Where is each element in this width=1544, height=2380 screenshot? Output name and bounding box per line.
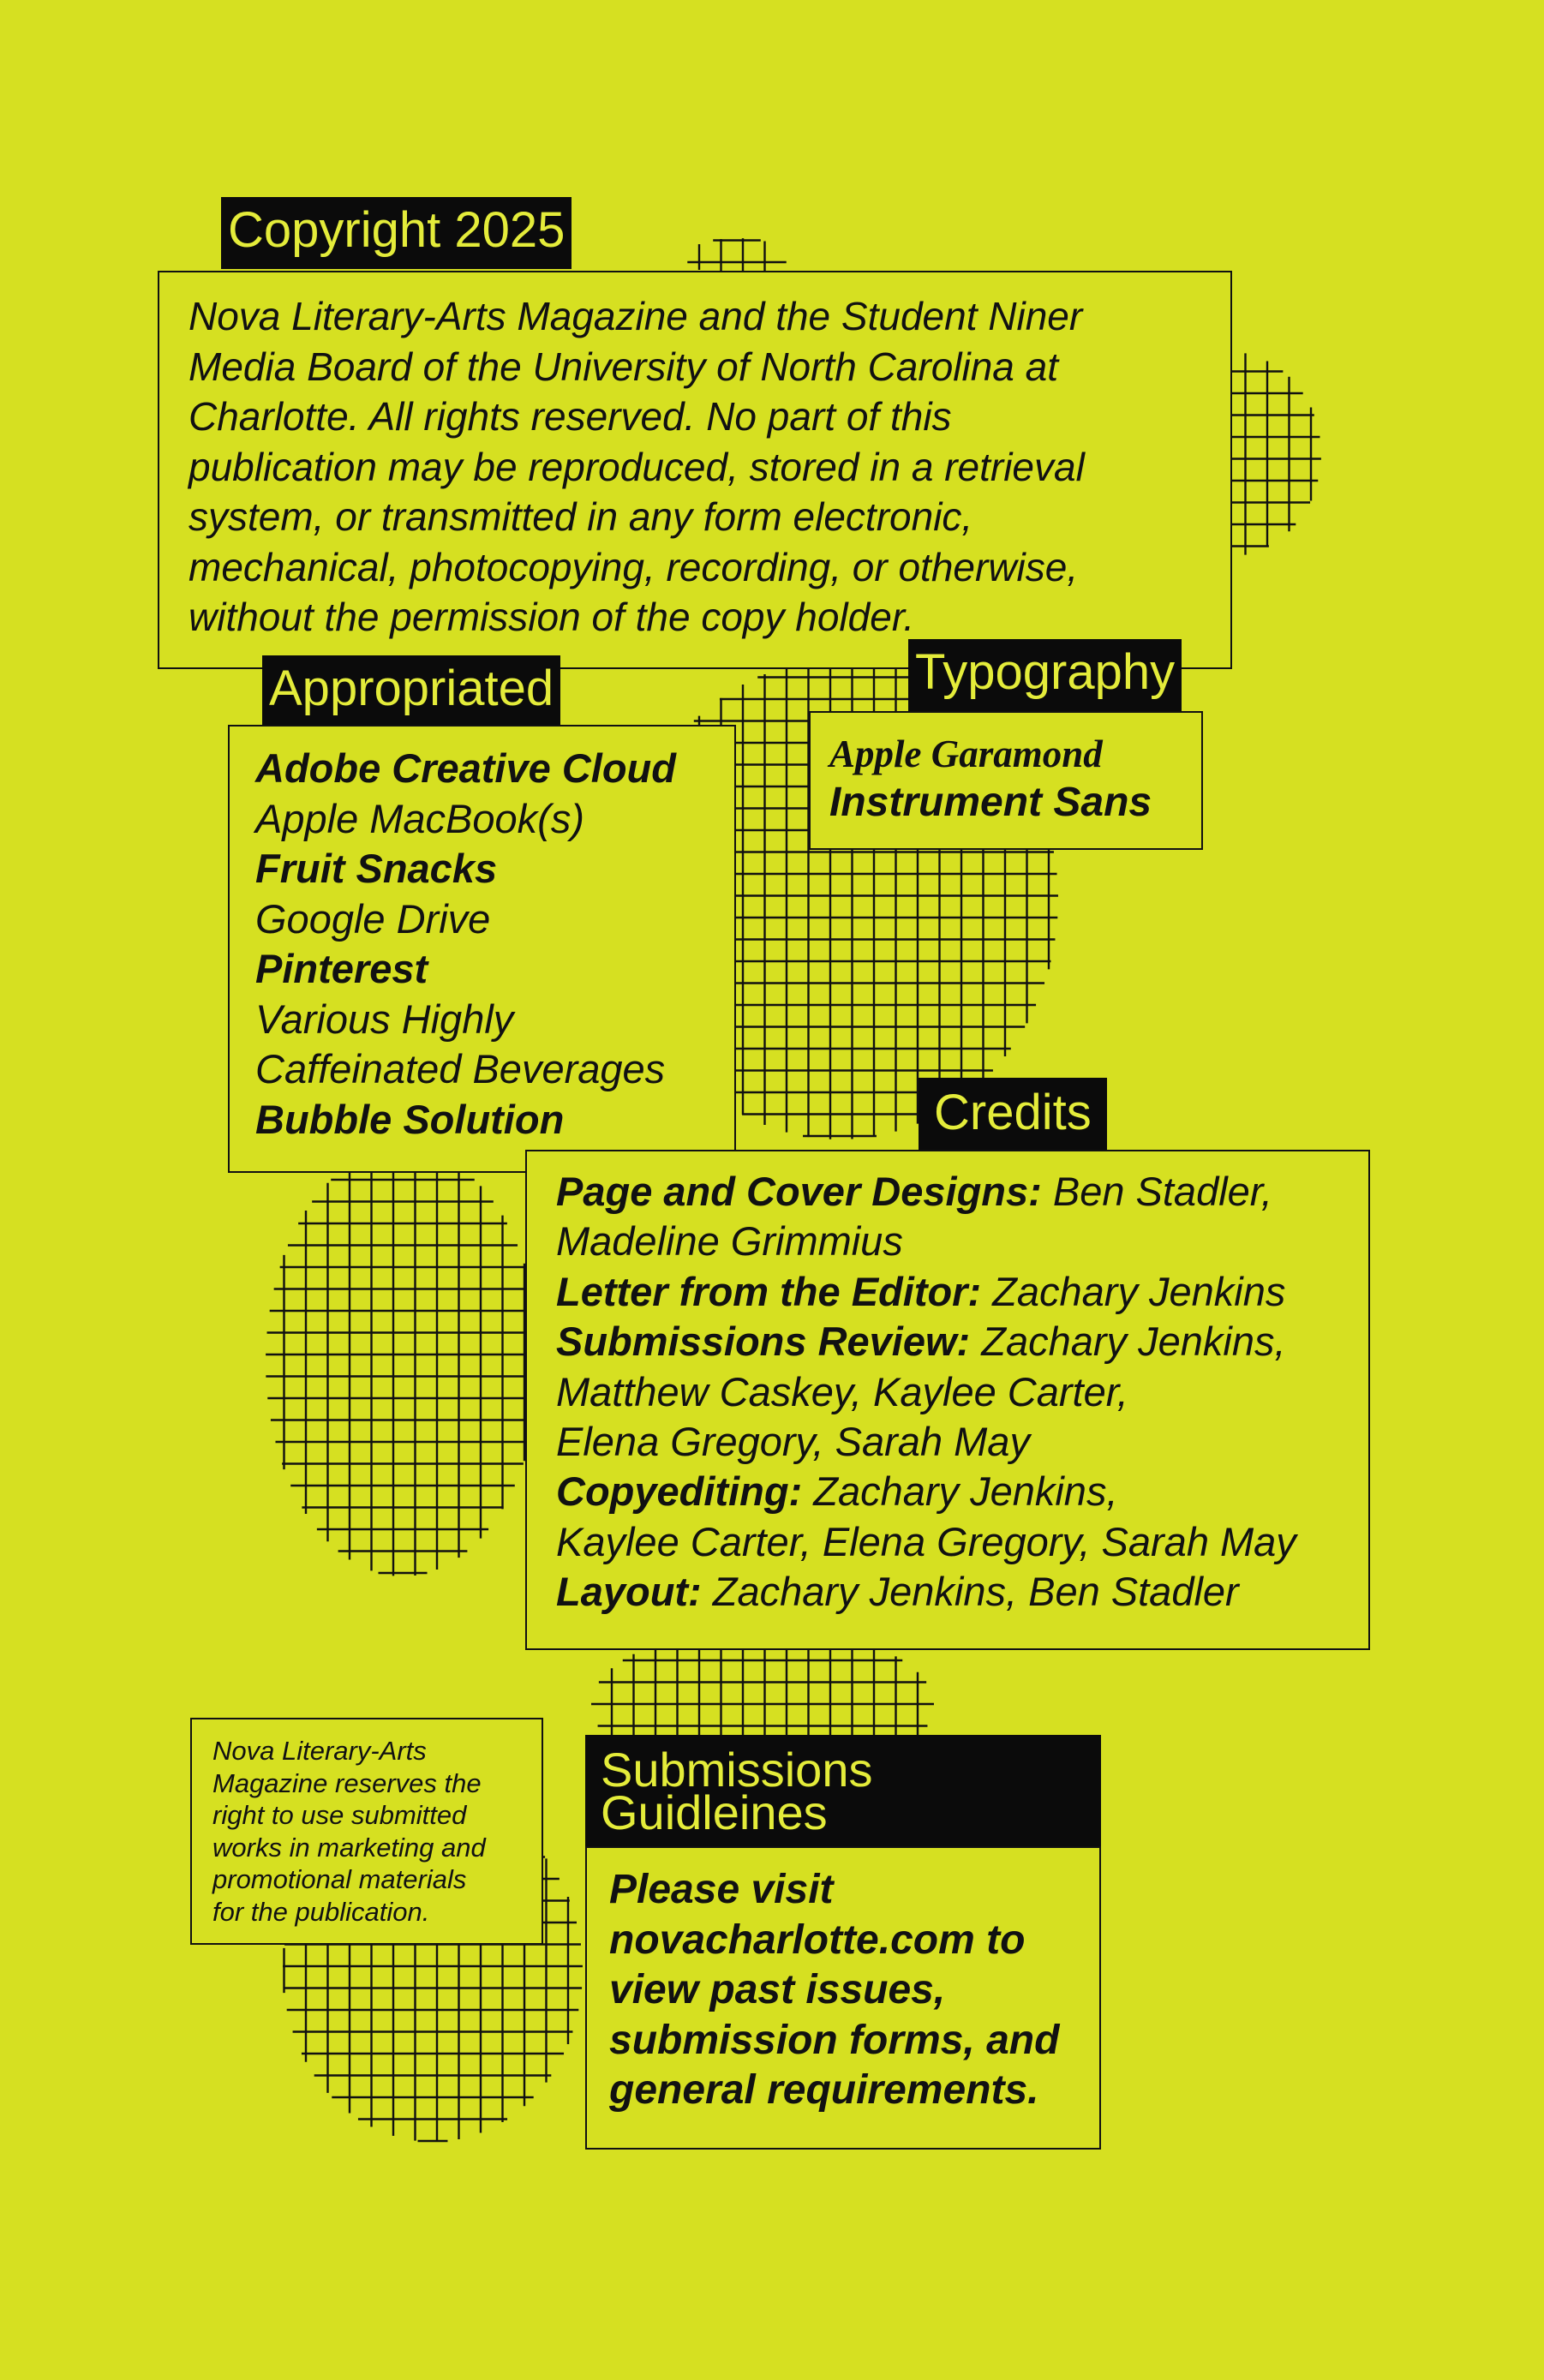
credits-line xyxy=(556,1467,1368,1516)
credits-line xyxy=(556,1517,1368,1567)
appropriated-box xyxy=(228,725,736,1173)
copyright-line: system, or transmitted in any form electronic, xyxy=(189,494,973,539)
credits-names: Zachary Jenkins xyxy=(981,1268,1286,1314)
submissions-line: Please visit xyxy=(609,1867,834,1912)
appropriated-item: Fruit Snacks xyxy=(255,846,498,891)
submissions-text xyxy=(609,1865,1099,2116)
credits-line xyxy=(556,1267,1368,1317)
typography-box xyxy=(809,711,1203,850)
submissions-heading xyxy=(585,1735,1101,1848)
submissions-heading-line-1: Submissions xyxy=(601,1743,873,1797)
appropriated-item: Various Highly xyxy=(255,996,514,1042)
copyright-box xyxy=(158,271,1232,669)
credits-role: Letter from the Editor: xyxy=(556,1268,982,1314)
typography-font-serif: Apple Garamond xyxy=(829,733,1103,775)
credits-role: Submissions Review: xyxy=(556,1319,971,1365)
submissions-heading-line-2: Guidleines xyxy=(601,1785,828,1839)
appropriated-item: Adobe Creative Cloud xyxy=(255,745,676,791)
appropriated-item: Caffeinated Beverages xyxy=(255,1046,666,1091)
submissions-box xyxy=(585,1846,1101,2150)
submissions-line: submission forms, and xyxy=(609,2017,1060,2063)
rights-note-line: Nova Literary-Arts xyxy=(212,1736,427,1766)
credits-line xyxy=(556,1367,1368,1417)
submissions-line: view past issues, xyxy=(609,1967,946,2012)
credits-heading: Credits xyxy=(919,1078,1107,1151)
rights-note-line: works in marketing and xyxy=(212,1832,486,1863)
appropriated-item: Google Drive xyxy=(255,895,491,942)
copyright-line: publication may be reproduced, stored in a retrieval xyxy=(189,444,1085,489)
copyright-line: Media Board of the University of North Carolina at xyxy=(189,344,1059,389)
copyright-line: without the permission of the copy holder. xyxy=(189,595,915,639)
submissions-line: general requirements. xyxy=(609,2067,1039,2113)
credits-line xyxy=(556,1217,1368,1266)
credits-names: Madeline Grimmius xyxy=(556,1218,903,1265)
credits-line xyxy=(556,1167,1368,1217)
typography-font-sans: Instrument Sans xyxy=(829,780,1152,825)
copyright-line: Charlotte. All rights reserved. No part of this xyxy=(189,394,952,439)
appropriated-heading: Appropriated xyxy=(262,655,560,726)
rights-note-box xyxy=(190,1718,543,1945)
copyright-line: mechanical, photocopying, recording, or otherwise, xyxy=(189,544,1079,589)
credits-names: Zachary Jenkins, xyxy=(970,1319,1286,1365)
rights-note-line: right to use submitted xyxy=(212,1800,467,1830)
credits-box xyxy=(525,1150,1370,1650)
rights-note-line: for the publication. xyxy=(212,1896,430,1927)
rights-note-text xyxy=(212,1735,542,1928)
credits-line xyxy=(556,1417,1368,1467)
credits-role: Layout: xyxy=(556,1569,702,1615)
appropriated-item: Bubble Solution xyxy=(255,1096,565,1142)
appropriated-item: Pinterest xyxy=(255,946,428,991)
rights-note-line: Magazine reserves the xyxy=(212,1767,482,1798)
submissions-line: novacharlotte.com to xyxy=(609,1917,1026,1963)
credits-names: Zachary Jenkins, Ben Stadler xyxy=(701,1569,1239,1615)
credits-names: Ben Stadler, xyxy=(1041,1169,1272,1214)
credits-names: Matthew Caskey, Kaylee Carter, xyxy=(556,1368,1128,1414)
credits-role: Copyediting: xyxy=(556,1468,803,1515)
credits-role: Page and Cover Designs: xyxy=(556,1169,1042,1214)
credits-names: Zachary Jenkins, xyxy=(802,1468,1118,1515)
rights-note-line: promotional materials xyxy=(212,1864,467,1894)
appropriated-list xyxy=(255,744,734,1145)
credits-names: Elena Gregory, Sarah May xyxy=(556,1419,1030,1465)
copyright-text xyxy=(189,291,1230,643)
credits-list xyxy=(556,1167,1368,1618)
credits-names: Kaylee Carter, Elena Gregory, Sarah May xyxy=(556,1518,1296,1564)
copyright-heading: Copyright 2025 xyxy=(221,197,572,269)
copyright-line: Nova Literary-Arts Magazine and the Student Niner xyxy=(189,294,1083,338)
credits-line xyxy=(556,1567,1368,1617)
typography-heading: Typography xyxy=(908,639,1182,711)
credits-line xyxy=(556,1317,1368,1366)
appropriated-item: Apple MacBook(s) xyxy=(255,795,584,841)
